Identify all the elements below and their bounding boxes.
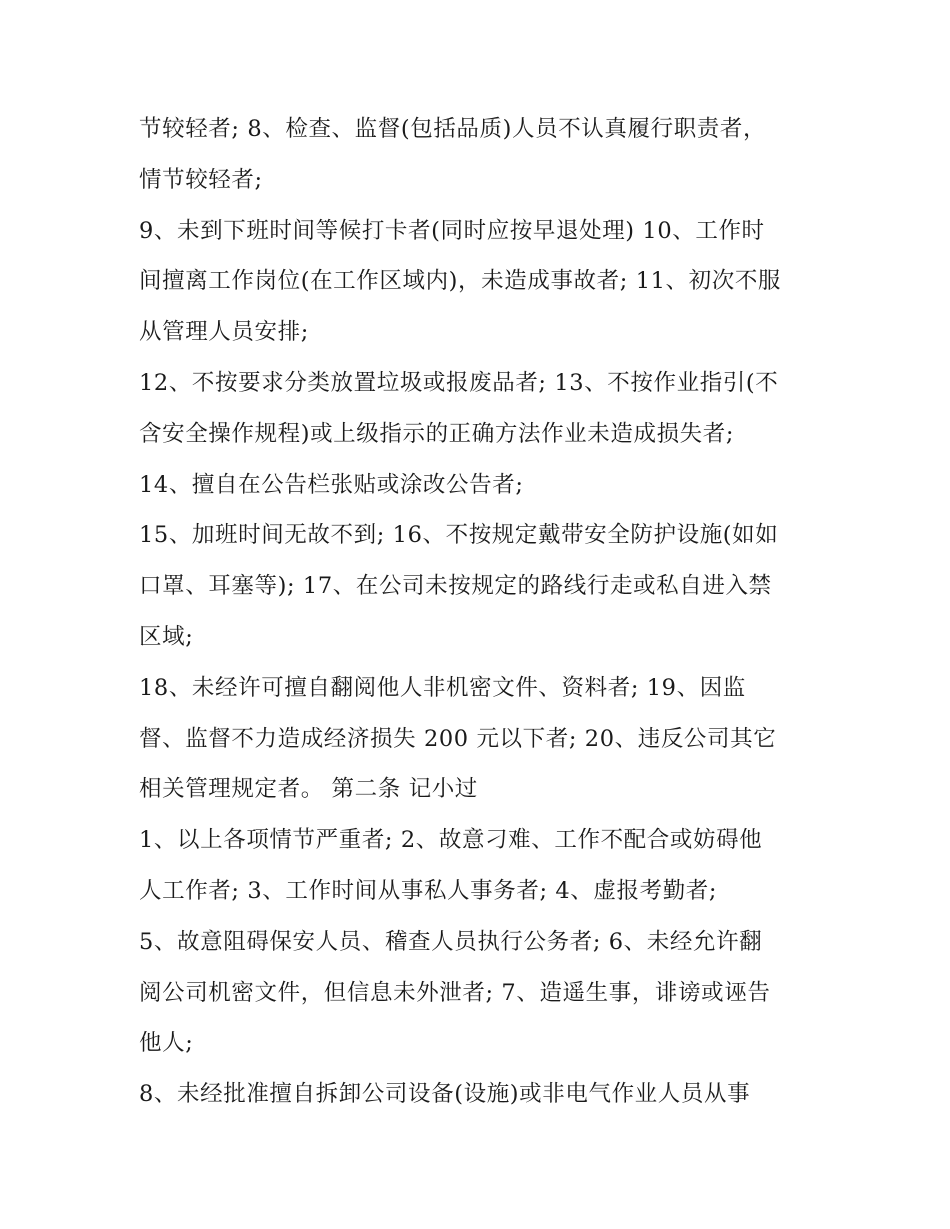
text-line: 督、监督不力造成经济损失 200 元以下者; 20、违反公司其它 — [139, 725, 777, 752]
document-body — [139, 104, 819, 1120]
text-line: 14、擅自在公告栏张贴或涂改公告者; — [139, 471, 524, 498]
text-line: 区域; — [139, 623, 194, 650]
text-line: 含安全操作规程)或上级指示的正确方法作业未造成损失者; — [139, 420, 735, 447]
text-line: 人工作者; 3、工作时间从事私人事务者; 4、虚报考勤者; — [139, 877, 718, 904]
text-line: 8、未经批准擅自拆卸公司设备(设施)或非电气作业人员从事 — [139, 1081, 751, 1108]
text-line: 他人; — [139, 1030, 194, 1057]
text-line: 1、以上各项情节严重者; 2、故意刁难、工作不配合或妨碍他 — [139, 827, 763, 854]
text-line: 9、未到下班时间等候打卡者(同时应按早退处理) 10、工作时 — [139, 217, 765, 244]
text-line: 18、未经许可擅自翻阅他人非机密文件、资料者; 19、因监 — [139, 674, 746, 701]
text-line: 间擅离工作岗位(在工作区域内)，未造成事故者; 11、初次不服 — [139, 268, 782, 295]
text-line: 从管理人员安排; — [139, 319, 309, 346]
text-line: 15、加班时间无故不到; 16、不按规定戴带安全防护设施(如如 — [139, 522, 779, 549]
text-line: 5、故意阻碍保安人员、稽查人员执行公务者; 6、未经允许翻 — [139, 928, 763, 955]
text-line: 口罩、耳塞等); 17、在公司未按规定的路线行走或私自进入禁 — [139, 573, 772, 600]
text-line: 情节较轻者; — [139, 166, 263, 193]
text-line: 12、不按要求分类放置垃圾或报废品者; 13、不按作业指引(不 — [139, 369, 779, 396]
text-line: 阅公司机密文件，但信息未外泄者; 7、造遥生事，诽谤或诬告 — [139, 979, 771, 1006]
text-line: 节较轻者; 8、检查、监督(包括品质)人员不认真履行职责者， — [139, 116, 767, 142]
section-heading-line: 相关管理规定者。 第二条 记小过 — [139, 776, 478, 803]
